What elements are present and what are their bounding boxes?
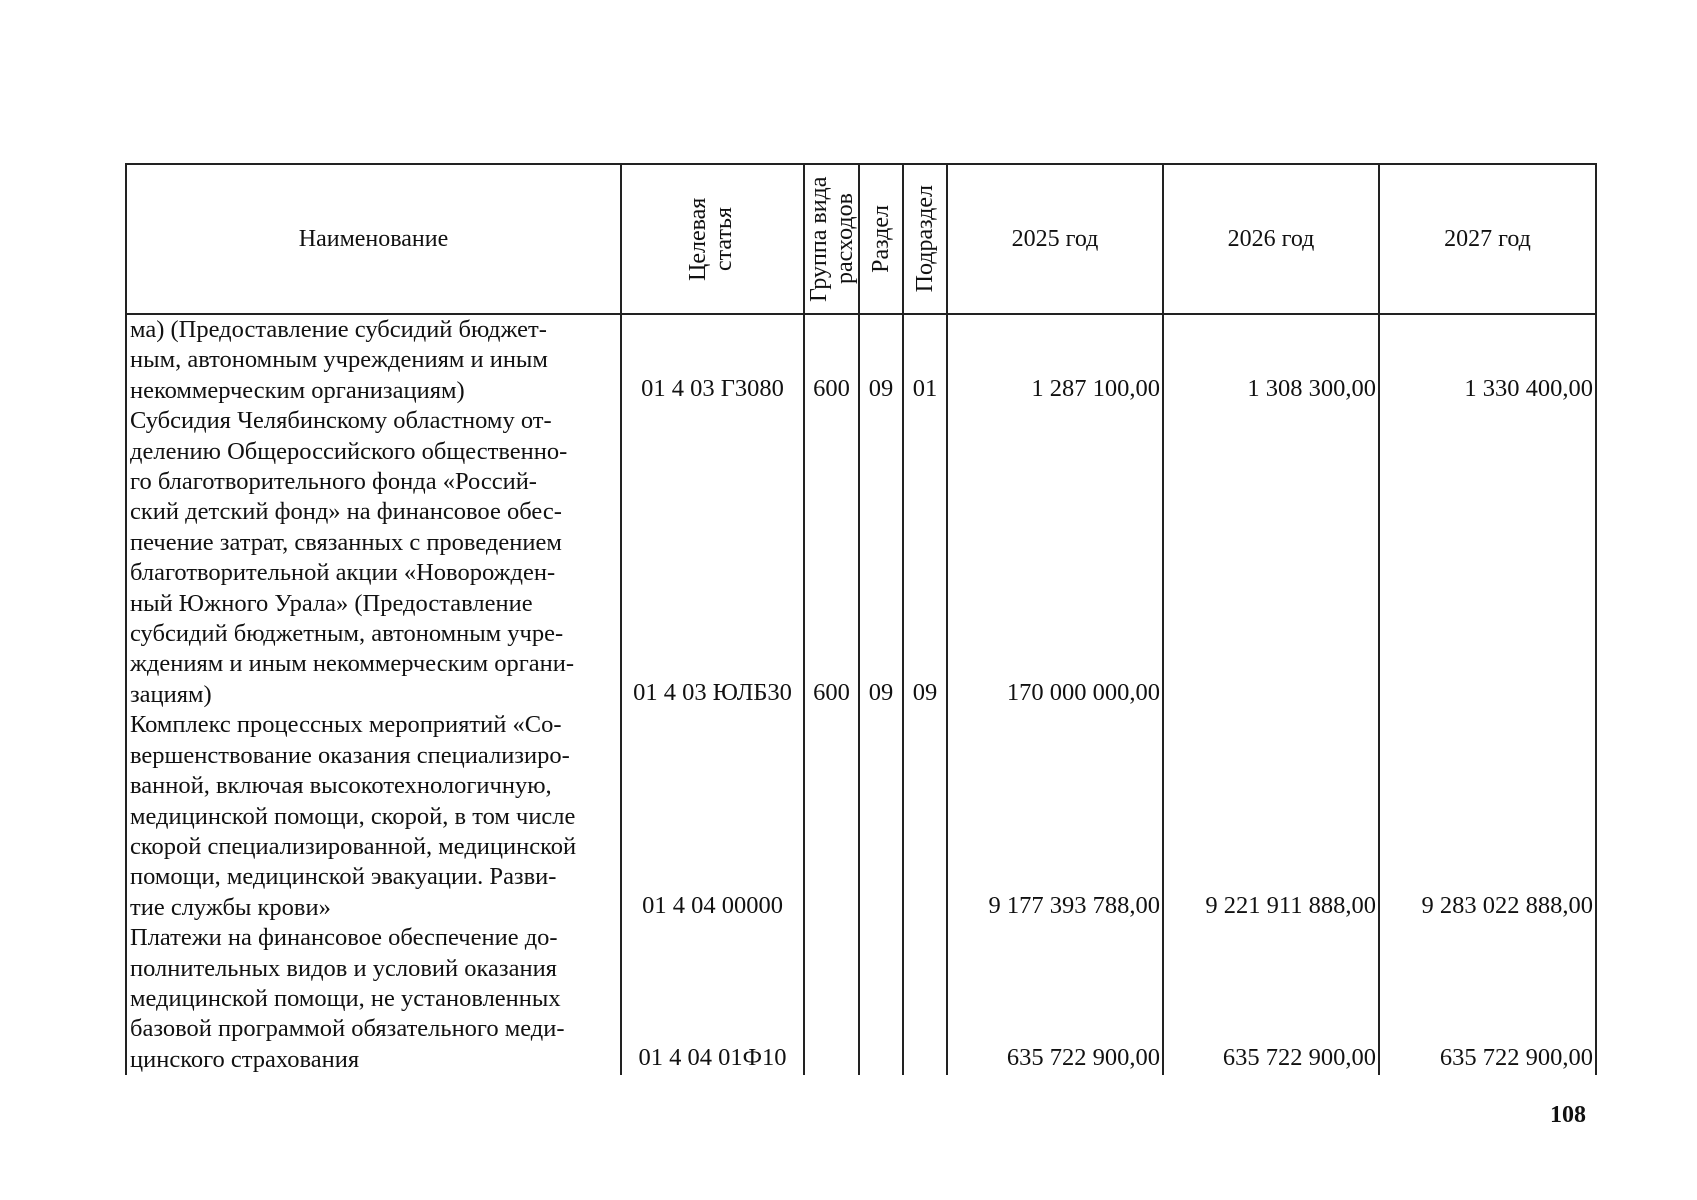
row-2025: 170 000 000,00 <box>947 406 1163 710</box>
row-2026: 635 722 900,00 <box>1163 923 1379 1075</box>
row-subsection: 09 <box>903 406 947 710</box>
header-group: Группа вида расходов <box>804 164 859 314</box>
row-name: Комплекс процессных мероприятий «Со- вершенствование оказания специализиро- ванной, включая высокотехнологичную, медицинской помощи, скорой, в том числе скорой специализированной, медицинской помощи, медицинской эвакуации. Разви- тие службы крови» <box>126 710 621 923</box>
row-2026: 1 308 300,00 <box>1163 314 1379 406</box>
row-section: 09 <box>859 406 903 710</box>
header-subsection: Подраздел <box>903 164 947 314</box>
header-2026: 2026 год <box>1163 164 1379 314</box>
table-row <box>126 314 1596 406</box>
row-target: 01 4 03 Г3080 <box>621 314 804 406</box>
row-2027: 9 283 022 888,00 <box>1379 710 1596 923</box>
row-2026 <box>1163 406 1379 710</box>
header-2027: 2027 год <box>1379 164 1596 314</box>
row-2025: 9 177 393 788,00 <box>947 710 1163 923</box>
row-name: Субсидия Челябинскому областному от- делению Общероссийского общественно- го благотворительного фонда «Россий- ский детский фонд» на финансовое обес- печение затрат, связанных с проведением благотворительной акции «Новорожден- ный Южного Урала» (Предоставление субсидий бюджетным, автономным учре- ждениям и иным некоммерческим органи- зациям) <box>126 406 621 710</box>
header-name: Наименование <box>126 164 621 314</box>
row-group <box>804 710 859 923</box>
row-name: Платежи на финансовое обеспечение до- полнительных видов и условий оказания медицинской помощи, не установленных базовой программой обязательного меди- цинского страхования <box>126 923 621 1075</box>
page-number: 108 <box>1550 1102 1586 1128</box>
row-subsection <box>903 923 947 1075</box>
header-row <box>126 164 1596 314</box>
row-section: 09 <box>859 314 903 406</box>
row-subsection: 01 <box>903 314 947 406</box>
row-subsection <box>903 710 947 923</box>
table-row <box>126 710 1596 923</box>
row-2027 <box>1379 406 1596 710</box>
row-target: 01 4 04 01Ф10 <box>621 923 804 1075</box>
row-name: ма) (Предоставление субсидий бюджет- ным, автономным учреждениям и иным некоммерческим организациям) <box>126 314 621 406</box>
row-2025: 1 287 100,00 <box>947 314 1163 406</box>
row-2025: 635 722 900,00 <box>947 923 1163 1075</box>
row-section <box>859 923 903 1075</box>
row-target: 01 4 03 ЮЛБ30 <box>621 406 804 710</box>
header-target: Целевая статья <box>621 164 804 314</box>
header-section: Раздел <box>859 164 903 314</box>
row-group <box>804 923 859 1075</box>
budget-table <box>125 163 1597 1075</box>
row-2027: 635 722 900,00 <box>1379 923 1596 1075</box>
header-2025: 2025 год <box>947 164 1163 314</box>
row-target: 01 4 04 00000 <box>621 710 804 923</box>
row-group: 600 <box>804 406 859 710</box>
row-group: 600 <box>804 314 859 406</box>
row-2026: 9 221 911 888,00 <box>1163 710 1379 923</box>
row-section <box>859 710 903 923</box>
table-row <box>126 923 1596 1075</box>
row-2027: 1 330 400,00 <box>1379 314 1596 406</box>
table-row <box>126 406 1596 710</box>
